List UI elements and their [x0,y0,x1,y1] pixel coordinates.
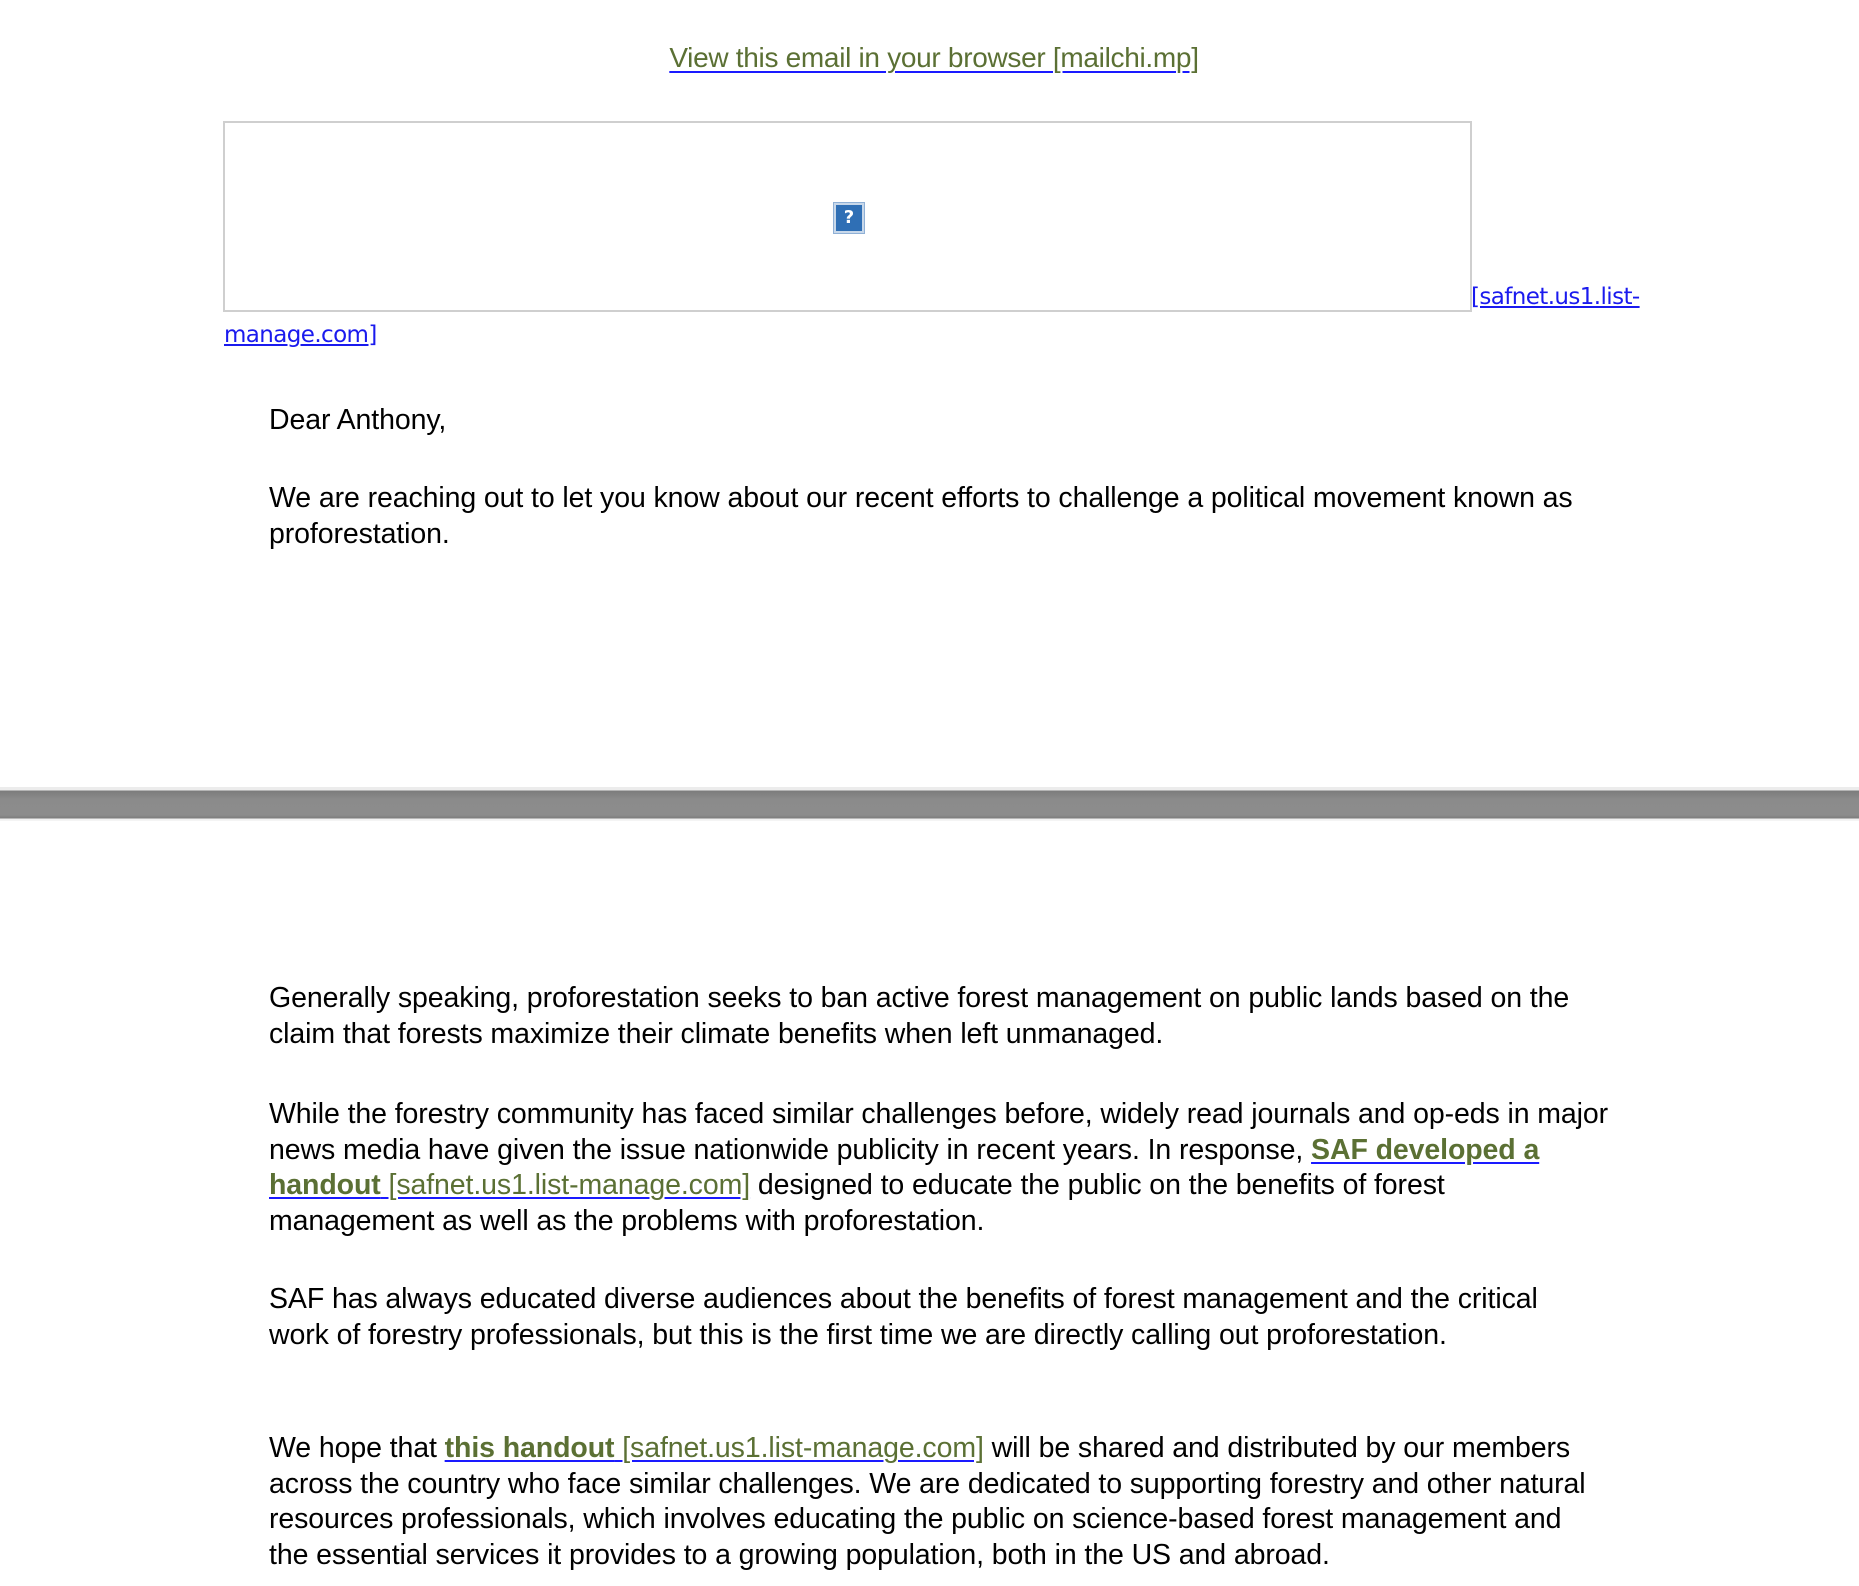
paragraph-hope-text-end: will be shared and distributed by our members across the country who face similar challenges. We are dedicated to supporting forestry and other natural resources professionals, which involves educating the public on science-based forest management and the essential services it provides to a growing population, both in the US and abroad. [269,1432,1586,1571]
this-handout-link[interactable] [445,1432,984,1464]
broken-image-icon: ? [834,203,864,233]
saf-handout-link-label: SAF developed a handout [269,1133,1540,1201]
paragraph-hope [269,1431,1599,1573]
page-1 [0,0,1859,787]
paragraph-intro: We are reaching out to let you know about our recent efforts to challenge a political movement known as proforestation. [269,482,1573,550]
paragraph-response [269,1097,1614,1239]
paragraph-definition: Generally speaking, proforestation seeks to ban active forest management on public lands based on the claim that forests maximize their climate benefits when left unmanaged. [269,982,1570,1050]
banner-image-placeholder[interactable] [223,121,1472,312]
banner-image-link[interactable]: [safnet.us1.list- [1471,284,1640,310]
paragraph-response-text-end: designed to educate the public on the benefits of forest management as well as the problems with proforestation. [269,1169,1445,1237]
page-separator [0,787,1859,821]
banner-image-link-continued[interactable]: manage.com] [224,322,377,348]
this-handout-link-url: [safnet.us1.list-manage.com] [614,1432,984,1464]
greeting: Dear Anthony, [269,404,447,436]
this-handout-link-label: this handout [444,1432,615,1464]
view-in-browser-link[interactable]: View this email in your browser [mailchi.mp] [669,42,1199,73]
paragraph-hope-text: We hope that [269,1432,445,1464]
paragraph-response-text: While the forestry community has faced similar challenges before, widely read journals and op-eds in major news media have given the issue nationwide publicity in recent years. In response, [269,1098,1609,1166]
paragraph-education: SAF has always educated diverse audiences about the benefits of forest management and the critical work of forestry professionals, but this is the first time we are directly calling out proforestation. [269,1283,1538,1351]
saf-handout-link-url: [safnet.us1.list-manage.com] [380,1169,751,1201]
